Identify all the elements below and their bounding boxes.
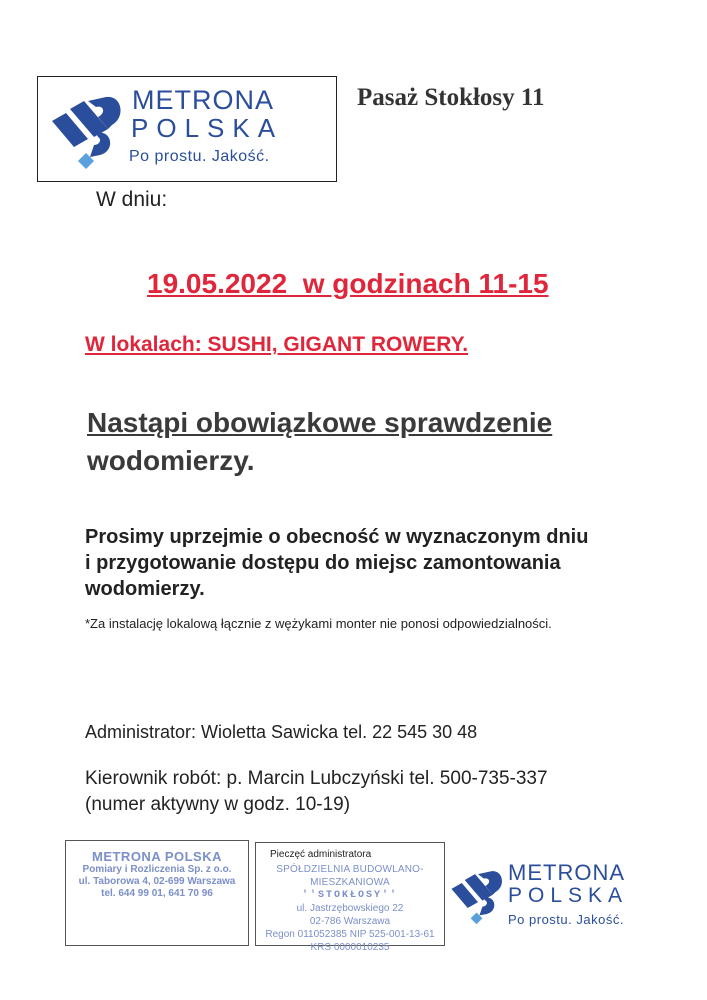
administrator-stamp-caption: Pieczęć administratora [270,849,372,860]
company-stamp [65,840,249,946]
request-line-1: Prosimy uprzejmie o obecność w wyznaczonym dniu [85,526,589,548]
headline-line-2: wodomierzy. [87,445,255,476]
request-paragraph [85,524,588,602]
coop-sub: ''STOKŁOSY'' [301,890,398,901]
metrona-logo-box [37,76,337,182]
manager-line-1: Kierownik robót: p. Marcin Lubczyński tel. 500-735-337 [85,768,548,789]
request-line-3: wodomierzy. [85,578,205,600]
coop-ids: Regon 011052385 NIP 525-001-13-61 [265,929,435,940]
manager-contact [85,766,548,818]
headline [87,404,552,480]
coop-krs: KRS 0000010235 [310,942,390,953]
administrator-stamp [255,842,445,953]
footnote: *Za instalację lokalową łącznie z wężykami monter nie ponosi odpowiedzialności. [85,616,552,631]
coop-city: 02-786 Warszawa [309,916,391,927]
footer-metrona-logo-icon [450,868,506,931]
location-title: Pasaż Stokłosy 11 [357,84,545,111]
intro-label: W dniu: [96,188,168,211]
premises-line: W lokalach: SUSHI, GIGANT ROWERY. [85,333,469,356]
company-stamp-line-2: ul. Taborowa 4, 02-699 Warszawa [78,876,236,887]
logo-name: METRONA [132,85,274,115]
footer-logo-name: METRONA [508,860,625,885]
company-stamp-title: METRONA POLSKA [91,849,223,864]
date-line: 19.05.2022 w godzinach 11-15 [147,268,549,299]
metrona-logo-icon [50,95,126,169]
company-stamp-line-3: tel. 644 99 01, 641 70 96 [101,888,213,899]
coop-name: SPÓŁDZIELNIA BUDOWLANO-MIESZKANIOWA [276,864,424,888]
footer-logo [448,856,668,936]
administrator-stamp-body [256,863,444,954]
coop-street: ul. Jastrzębowskiego 22 [296,903,404,914]
manager-line-2: (numer aktywny w godz. 10-19) [85,794,351,815]
company-stamp-line-1: Pomiary i Rozliczenia Sp. z o.o. [82,864,232,875]
request-line-2: i przygotowanie dostępu do miejsc zamontowania [85,552,561,574]
footer-logo-tagline: Po prostu. Jakość. [508,912,624,927]
administrator-contact: Administrator: Wioletta Sawicka tel. 22 545 30 48 [85,722,478,742]
footer-logo-sub: POLSKA [508,884,629,907]
logo-tagline: Po prostu. Jakość. [129,148,270,165]
headline-line-1: Nastąpi obowiązkowe sprawdzenie [87,407,553,438]
logo-sub: POLSKA [131,113,284,143]
